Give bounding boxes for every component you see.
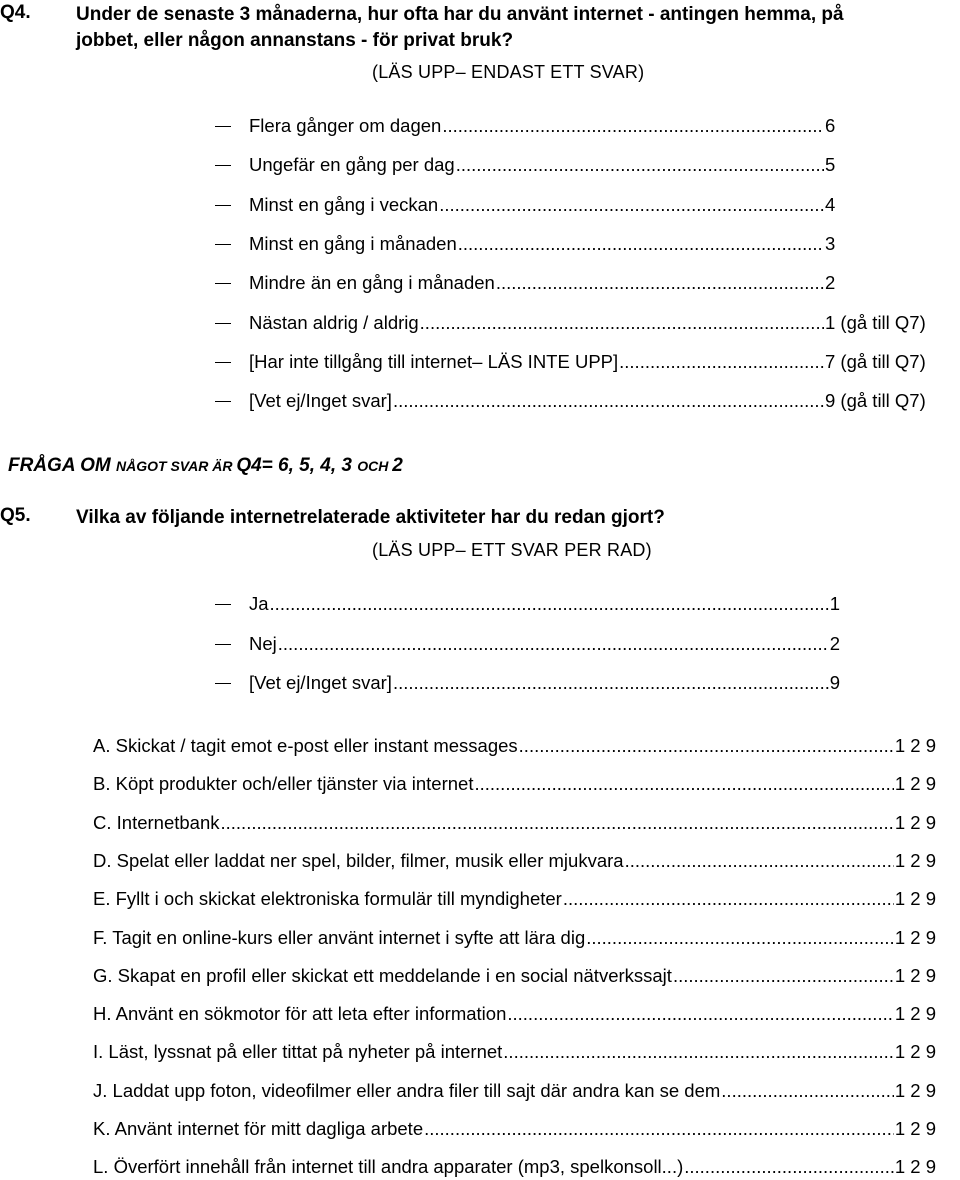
question-text-q5: Vilka av följande internetrelaterade aktiviteter har du redan gjort?	[76, 507, 665, 528]
dash-marker-icon	[215, 683, 231, 684]
scale-option-code: 9	[829, 672, 840, 693]
activity-item-code: 1 2 9	[894, 964, 936, 986]
scale-option[interactable]	[249, 670, 840, 696]
activity-item[interactable]	[93, 963, 936, 989]
scale-option-code: 2	[829, 632, 840, 654]
dot-leader	[458, 231, 824, 257]
dot-leader	[278, 631, 829, 657]
dash-marker-icon	[215, 644, 231, 645]
activity-item-label: H. Använt en sökmotor för att leta efter information	[93, 1003, 507, 1025]
answer-option[interactable]	[249, 152, 836, 178]
answer-option-label: [Har inte tillgång till internet– LÄS INTE UPP]	[249, 350, 619, 372]
instruction-q4: (LÄS UPP– ENDAST ETT SVAR)	[372, 62, 645, 82]
dash-marker-icon	[215, 205, 231, 206]
question-text-q4-line2: jobbet, eller någon annanstans - för privat bruk?	[76, 30, 514, 51]
activity-item[interactable]	[93, 1116, 936, 1142]
dot-leader	[221, 810, 894, 836]
activity-item-code: 1 2 9	[894, 849, 936, 871]
activity-item-label: A. Skickat / tagit emot e-post eller instant messages	[93, 735, 518, 756]
activity-item-code: 1 2 9	[894, 1156, 936, 1178]
scale-option-code: 1	[829, 593, 840, 614]
activity-item-label: B. Köpt produkter och/eller tjänster via internet	[93, 773, 474, 795]
activity-item-label: C. Internetbank	[93, 811, 220, 833]
answer-option-code: 2	[825, 272, 836, 294]
activity-item-code: 1 2 9	[894, 811, 936, 833]
answer-option-code: 4	[825, 193, 836, 215]
dot-leader	[684, 1154, 894, 1180]
dot-leader	[586, 925, 894, 951]
filter-part2: NÅGOT SVAR ÄR	[116, 458, 237, 474]
activity-item[interactable]	[93, 1039, 936, 1065]
answer-option-code: 6	[825, 115, 836, 136]
answer-option-label: Ungefär en gång per dag	[249, 154, 455, 176]
question-number-q4: Q4.	[0, 2, 31, 23]
answer-option-code: 7 (gå till Q7)	[825, 350, 926, 372]
dash-marker-icon	[215, 362, 231, 363]
activity-item-label: F. Tagit en online-kurs eller använt internet i syfte att lära dig	[93, 926, 586, 948]
answer-option-label: Flera gånger om dagen	[249, 115, 442, 136]
dot-leader	[519, 733, 894, 759]
dash-marker-icon	[215, 126, 231, 127]
activity-item-code: 1 2 9	[894, 1003, 936, 1025]
answer-option-label: [Vet ej/Inget svar]	[249, 390, 392, 412]
answer-option[interactable]	[249, 310, 926, 336]
activity-item-label: E. Fyllt i och skickat elektroniska formulär till myndigheter	[93, 888, 562, 910]
filter-part4: OCH	[357, 458, 393, 474]
question-text-q4-line1: Under de senaste 3 månaderna, hur ofta har du använt internet - antingen hemma, på	[76, 4, 844, 25]
filter-part5: 2	[392, 455, 403, 476]
dot-leader	[439, 192, 824, 218]
activity-item[interactable]	[93, 771, 936, 797]
answer-option-label: Nästan aldrig / aldrig	[249, 311, 419, 333]
answer-option-code: 1 (gå till Q7)	[825, 311, 926, 333]
dot-leader	[456, 152, 824, 178]
activity-item[interactable]	[93, 733, 936, 759]
activity-item[interactable]	[93, 925, 936, 951]
dot-leader	[673, 963, 894, 989]
answer-option[interactable]	[249, 192, 836, 218]
activity-item-code: 1 2 9	[894, 888, 936, 910]
dot-leader	[270, 591, 829, 617]
dot-leader	[420, 310, 824, 336]
dot-leader	[721, 1078, 894, 1104]
filter-instruction	[8, 455, 403, 477]
dot-leader	[496, 270, 824, 296]
answer-option[interactable]	[249, 113, 836, 139]
dot-leader	[474, 771, 893, 797]
dot-leader	[563, 886, 894, 912]
dot-leader	[442, 113, 824, 139]
activity-item-label: G. Skapat en profil eller skickat ett meddelande i en social nätverkssajt	[93, 964, 672, 986]
answer-option-label: Mindre än en gång i månaden	[249, 272, 495, 294]
activity-item-label: L. Överfört innehåll från internet till andra apparater (mp3, spelkonsoll...)	[93, 1156, 684, 1178]
dot-leader	[393, 670, 829, 696]
dash-marker-icon	[215, 283, 231, 284]
activity-item[interactable]	[93, 1001, 936, 1027]
answer-option[interactable]	[249, 388, 926, 414]
activity-item[interactable]	[93, 1078, 936, 1104]
dot-leader	[424, 1116, 894, 1142]
activity-item-label: D. Spelat eller laddat ner spel, bilder, filmer, musik eller mjukvara	[93, 849, 624, 871]
activity-item-code: 1 2 9	[894, 926, 936, 948]
answer-option[interactable]	[249, 231, 836, 257]
activity-item-label: K. Använt internet för mitt dagliga arbete	[93, 1118, 424, 1139]
activity-item-code: 1 2 9	[894, 1079, 936, 1101]
dot-leader	[393, 388, 824, 414]
scale-option[interactable]	[249, 631, 840, 657]
answer-option-code: 3	[825, 232, 836, 254]
dot-leader	[619, 349, 824, 375]
question-number-q5: Q5.	[0, 505, 31, 526]
filter-part1: FRÅGA OM	[8, 455, 117, 476]
activity-item-label: I. Läst, lyssnat på eller tittat på nyheter på internet	[93, 1041, 503, 1063]
activity-item[interactable]	[93, 810, 936, 836]
dot-leader	[625, 848, 894, 874]
answer-option-label: Minst en gång i veckan	[249, 193, 439, 215]
dot-leader	[507, 1001, 893, 1027]
answer-option[interactable]	[249, 270, 836, 296]
instruction-q5: (LÄS UPP– ETT SVAR PER RAD)	[372, 540, 652, 560]
dash-marker-icon	[215, 244, 231, 245]
activity-item[interactable]	[93, 886, 936, 912]
answer-option-label: Minst en gång i månaden	[249, 232, 457, 254]
activity-item[interactable]	[93, 1154, 936, 1180]
scale-option-label: Nej	[249, 632, 277, 654]
scale-option-label: Ja	[249, 593, 269, 614]
answer-option[interactable]	[249, 349, 926, 375]
filter-part3: Q4= 6, 5, 4, 3	[236, 455, 358, 476]
activity-item[interactable]	[93, 848, 936, 874]
scale-option-label: [Vet ej/Inget svar]	[249, 672, 392, 693]
dash-marker-icon	[215, 604, 231, 605]
dash-marker-icon	[215, 165, 231, 166]
answer-option-code: 5	[825, 154, 836, 176]
answer-option-code: 9 (gå till Q7)	[825, 390, 926, 412]
activity-item-code: 1 2 9	[894, 735, 936, 756]
dot-leader	[503, 1039, 894, 1065]
activity-item-label: J. Laddat upp foton, videofilmer eller andra filer till sajt där andra kan se dem	[93, 1079, 721, 1101]
dash-marker-icon	[215, 401, 231, 402]
activity-item-code: 1 2 9	[894, 773, 936, 795]
activity-item-code: 1 2 9	[894, 1118, 936, 1139]
scale-option[interactable]	[249, 591, 840, 617]
activity-item-code: 1 2 9	[894, 1041, 936, 1063]
dash-marker-icon	[215, 323, 231, 324]
